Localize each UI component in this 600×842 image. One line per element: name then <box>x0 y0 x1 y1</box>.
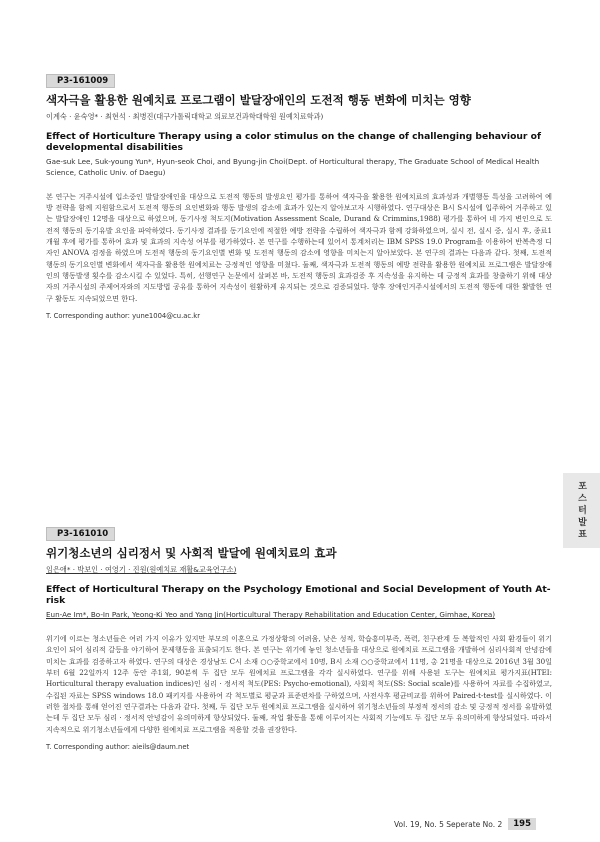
journal-info: Vol. 19, No. 5 Seperate No. 2 <box>393 819 503 829</box>
english-title: Effect of Horticultural Therapy on the Psychology Emotional and Social Development of Youth At-risk <box>46 584 551 607</box>
abstract-p3-161010 <box>46 521 552 751</box>
abstract-p3-161009 <box>46 68 552 320</box>
english-title: Effect of Horticulture Therapy using a color stimulus on the change of challenging behaviour of developmental disabilities <box>46 131 541 154</box>
abstract-body: 위기에 이르는 청소년들은 여러 가지 이유가 있지만 부모의 이혼으로 가정상황의 어려움, 낮은 성적, 학습흥미부족, 폭력, 친구관계 등 복합적인 사회 환경들이 위기 요인이 되어 심리적 갈등을 야기하여 문제행동을 표출되기도 한다. 본 연구는 위기에 놓인 청소년들을 대상으로 원예치료 프로그램을 개발하여 심리사회적 안녕감에 미치는 효과를 검증하고자 하였다. 연구의 대상은 경상남도 C시 소재 ○○중학교에서 10명, B시 소재 ○○중학교에서 11명, 총 21명을 대상으로 2016년 3월 30일부터 6월 22일까지 12주 동안 주1회, 90분씩 두 집단 모두 원예치료 프로그램을 각각 실시하였다. 연구를 위해 사용된 도구는 원예치료 평가지표(HTEI: Horticultural therapy evaluation indices)인 심리 · 정서적 척도(PES: Psycho-emotional), 사회적 척도(SS: Social scale)를 사용하여 자료를 수집하였고, 수집된 자료는 SPSS windows 18.0 패키지를 사용하여 각 척도별로 평균과 표준편차를 구하였으며, 사전사후 평균비교를 위하여 Paired-t-test를 실시하였다. 이러한 절차를 통해 얻어진 연구결과는 다음과 같다. 첫째, 두 집단 모두 원예치료 프로그램을 실시하여 위기청소년들의 부정적 정서의 감소 및 긍정적 정서를 유발하였는데 두 집단 모두 심리 · 정서적 안녕감이 유의미하게 향상되었다. 둘째, 작업 활동을 통해 이루어지는 사회적 기능에도 두 집단 모두 유의미하게 향상되었다. 따라서 지속적으로 위기청소년들에게 다양한 원예치료 프로그램을 적용할 것을 권장한다. <box>46 633 552 734</box>
korean-authors: 임은애* · 박보인 · 여영기 · 진원(원예치료 재활&교육연구소) <box>46 565 237 574</box>
page-number: 195 <box>508 818 536 830</box>
abstract-id: P3-161010 <box>46 527 115 541</box>
abstract-id: P3-161009 <box>46 74 115 88</box>
corresponding-author: T. Corresponding author: yune1004@cu.ac.kr <box>46 312 201 321</box>
korean-title: 색자극을 활용한 원예치료 프로그램이 발달장애인의 도전적 행동 변화에 미치는 영향 <box>46 93 471 107</box>
corresponding-author: T. Corresponding author: aieils@daum.net <box>46 742 190 751</box>
korean-title: 위기청소년의 심리정서 및 사회적 발달에 원예치료의 효과 <box>46 546 337 560</box>
abstract-body: 본 연구는 거주시설에 입소중인 발달장애인을 대상으로 도전적 행동의 발생요인 평가를 통하여 색자극을 활용한 원예치료의 효과성과 개별행동 특성을 고려하여 예방 전략을 함께 지원함으로서 도전적 행동의 요인변화와 행동 발생의 감소에 효과가 있는지 알아보고자 시행하였다. 연구대상은 B시 S시설에 입주하여 거주하고 있는 발달장애인 12명을 대상으로 하였으며, 동기사정 척도지(Motivation Assessment Scale, Durand & Crimmins,1988) 평가를 통하여 네 가지 변인으로 도전적 행동의 동기유발 요인을 파악하였다. 동기사정 결과를 동기요인에 적절한 예방 전략을 수립하여 색자극과 함께 강화하였으며, 실시 전, 실시 중, 실시 후, 종료1개월 후에 평가를 통하여 효과 및 효과의 지속성 여부를 평가하였다. 본 연구를 수행하는데 있어서 통계처리는 IBM SPSS 19.0 Program을 이용하여 반복측정 디자인 ANOVA 검정을 하였으며 도전적 행동의 동기요인별 변화 및 도전적 행동의 감소에 영향을 미치는지 알아보았다. 본 연구의 결과는 다음과 같다. 첫째, 도전적 행동의 동기요인별 변화에서 색자극을 활용한 원예치료는 긍정적인 영향을 미쳤다. 둘째, 색자극과 도전적 행동의 예방 전략을 활용한 원예치료 프로그램은 발달장애인의 행동발생 횟수를 감소시킬 수 있었다. 특히, 선행연구 논문에서 살펴본 바, 도전적 행동의 효과검증 후 지속성을 유지하는 데 긍정적 효과를 창출하기 위해 대상자의 거주시설의 주제여자와의 지도방법 공유를 통하여 지속성이 원활하게 유지되는 것으로 검증되었다. 향후 장애인거주시설에서의 도전적 행동에 대한 활발한 연구 활동도 지속되었으면 한다. <box>46 191 552 303</box>
korean-authors: 이계숙 · 윤숙영* · 최현석 · 최병진(대구가톨릭대학교 의료보건과학대학원 원예치료학과) <box>46 112 324 121</box>
page-footer <box>394 818 536 830</box>
section-side-tab <box>563 473 600 548</box>
english-authors: Eun-Ae Im*, Bo-In Park, Yeong-Ki Yeo and Yang Jin(Horticultural Therapy Rehabilitation and Education Center, Gimhae, Korea) <box>46 610 496 620</box>
english-authors: Gae-suk Lee, Suk-young Yun*, Hyun-seok Choi, and Byung-jin Choi(Dept. of Horticultural therapy, The Graduate School of Medical Health Science, Catholic Univ. of Daegu) <box>46 157 540 177</box>
side-tab-label: 포스터발표 <box>576 480 586 541</box>
